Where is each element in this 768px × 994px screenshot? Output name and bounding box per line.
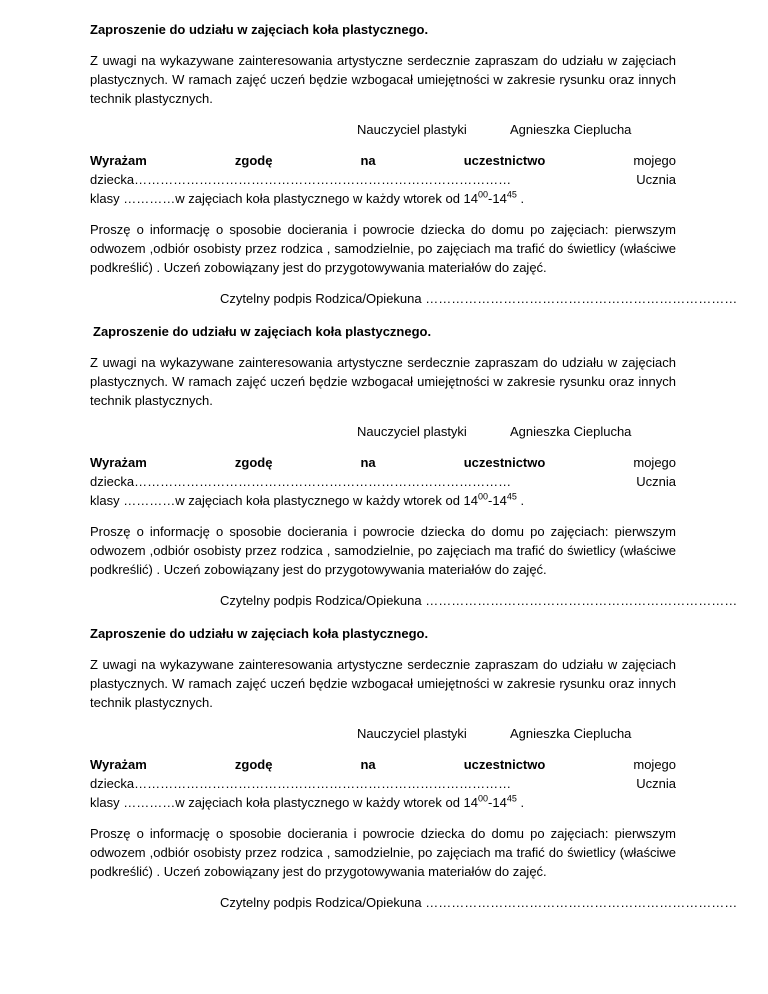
teacher-role: Nauczyciel plastyki xyxy=(357,122,467,137)
invitation-form-2 xyxy=(90,322,738,610)
transport-info-paragraph: Proszę o informację o sposobie docierania i powrocie dziecka do domu po zajęciach: pierwszym odwozem ,odbiór osobisty przez rodzica , samodzielnie, po zajęciach ma trafić do świetlicy (właściwe podkreślić) . Uczeń zobowiązany jest do przygotowywania materiałów do zajęć. xyxy=(90,826,676,879)
consent-line-2 xyxy=(90,491,676,510)
time-end-minutes: 45 xyxy=(506,189,517,200)
consent-end: . xyxy=(516,795,525,810)
teacher-name: Agnieszka Cieplucha xyxy=(510,122,632,137)
teacher-name: Agnieszka Cieplucha xyxy=(510,726,632,741)
time-start-minutes: 00 xyxy=(478,491,489,502)
consent-line-2 xyxy=(90,189,676,208)
consent-statement xyxy=(90,755,676,812)
consent-class-text: klasy …………w zajęciach koła plastycznego w każdy wtorek od 14 xyxy=(90,493,478,508)
time-end-minutes: 45 xyxy=(506,793,517,804)
consent-class-text: klasy …………w zajęciach koła plastycznego w każdy wtorek od 14 xyxy=(90,795,478,810)
parent-signature-line: Czytelny podpis Rodzica/Opiekuna ……………………………………………………………… xyxy=(220,895,738,910)
invitation-form-3 xyxy=(90,624,738,912)
consent-bold: Wyrażam zgodę na uczestnictwo xyxy=(90,455,546,470)
transport-info-paragraph: Proszę o informację o sposobie docierania i powrocie dziecka do domu po zajęciach: pierwszym odwozem ,odbiór osobisty przez rodzica , samodzielnie, po zajęciach ma trafić do świetlicy (właściwe podkreślić) . Uczeń zobowiązany jest do przygotowywania materiałów do zajęć. xyxy=(90,222,676,275)
consent-line-1 xyxy=(90,755,676,793)
consent-line-1 xyxy=(90,151,676,189)
form-title: Zaproszenie do udziału w zajęciach koła plastycznego. xyxy=(90,626,429,641)
parent-signature-line: Czytelny podpis Rodzica/Opiekuna ……………………………………………………………… xyxy=(220,593,738,608)
teacher-signature-line xyxy=(90,724,676,743)
consent-line-2 xyxy=(90,793,676,812)
time-start-minutes: 00 xyxy=(478,793,489,804)
teacher-role: Nauczyciel plastyki xyxy=(357,424,467,439)
parent-signature-line: Czytelny podpis Rodzica/Opiekuna ……………………………………………………………… xyxy=(220,291,738,306)
teacher-signature-line xyxy=(90,422,676,441)
time-dash: -14 xyxy=(488,795,507,810)
teacher-signature-line xyxy=(90,120,676,139)
teacher-name: Agnieszka Cieplucha xyxy=(510,424,632,439)
time-end-minutes: 45 xyxy=(506,491,517,502)
consent-text: mojego dziecka…………………………………………………………………………… Ucznia xyxy=(90,153,677,187)
consent-end: . xyxy=(516,191,525,206)
form-title: Zaproszenie do udziału w zajęciach koła plastycznego. xyxy=(90,22,429,37)
consent-bold: Wyrażam zgodę na uczestnictwo xyxy=(90,153,546,168)
transport-info-paragraph: Proszę o informację o sposobie docierania i powrocie dziecka do domu po zajęciach: pierwszym odwozem ,odbiór osobisty przez rodzica , samodzielnie, po zajęciach ma trafić do świetlicy (właściwe podkreślić) . Uczeń zobowiązany jest do przygotowywania materiałów do zajęć. xyxy=(90,524,676,577)
time-dash: -14 xyxy=(488,191,507,206)
consent-bold: Wyrażam zgodę na uczestnictwo xyxy=(90,757,546,772)
consent-line-1 xyxy=(90,453,676,491)
consent-statement xyxy=(90,151,676,208)
intro-paragraph: Z uwagi na wykazywane zainteresowania artystyczne serdecznie zapraszam do udziału w zajęciach plastycznych. W ramach zajęć uczeń będzie wzbogacał umiejętności w zakresie rysunku oraz innych technik plastycznych. xyxy=(90,355,676,408)
form-title: Zaproszenie do udziału w zajęciach koła plastycznego. xyxy=(93,324,432,339)
teacher-role: Nauczyciel plastyki xyxy=(357,726,467,741)
consent-end: . xyxy=(516,493,525,508)
time-dash: -14 xyxy=(488,493,507,508)
intro-paragraph: Z uwagi na wykazywane zainteresowania artystyczne serdecznie zapraszam do udziału w zajęciach plastycznych. W ramach zajęć uczeń będzie wzbogacał umiejętności w zakresie rysunku oraz innych technik plastycznych. xyxy=(90,53,676,106)
consent-text: mojego dziecka…………………………………………………………………………… Ucznia xyxy=(90,757,677,791)
consent-statement xyxy=(90,453,676,510)
invitation-form-1 xyxy=(90,20,738,308)
intro-paragraph: Z uwagi na wykazywane zainteresowania artystyczne serdecznie zapraszam do udziału w zajęciach plastycznych. W ramach zajęć uczeń będzie wzbogacał umiejętności w zakresie rysunku oraz innych technik plastycznych. xyxy=(90,657,676,710)
consent-class-text: klasy …………w zajęciach koła plastycznego w każdy wtorek od 14 xyxy=(90,191,478,206)
consent-text: mojego dziecka…………………………………………………………………………… Ucznia xyxy=(90,455,677,489)
time-start-minutes: 00 xyxy=(478,189,489,200)
